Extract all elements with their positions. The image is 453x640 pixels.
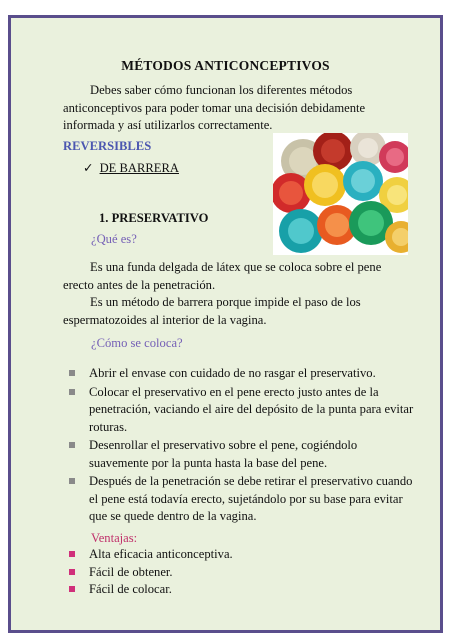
list-item: Desenrollar el preservativo sobre el pene, cogiéndolo suavemente por la punta hasta la base del pene. bbox=[63, 437, 418, 472]
definition-paragraphs bbox=[63, 259, 413, 329]
intro-paragraph: Debes saber cómo funcionan los diferentes métodos anticonceptivos para poder tomar una decisión debidamente informada y así utilizarlos correctamente. bbox=[63, 83, 366, 132]
ventajas-heading: Ventajas: bbox=[91, 531, 138, 545]
bullet-square-icon bbox=[69, 442, 75, 448]
bullet-square-icon bbox=[69, 551, 75, 557]
list-item: Alta eficacia anticonceptiva. bbox=[63, 546, 418, 564]
list-item: Fácil de colocar. bbox=[63, 581, 418, 599]
list-item: Abrir el envase con cuidado de no rasgar el preservativo. bbox=[63, 365, 418, 383]
bullet-square-icon bbox=[69, 586, 75, 592]
document-page bbox=[8, 15, 443, 633]
list-item: Fácil de obtener. bbox=[63, 564, 418, 582]
paragraph: Es una funda delgada de látex que se coloca sobre el pene erecto antes de la penetración. bbox=[63, 260, 382, 292]
ventajas-list bbox=[63, 546, 418, 599]
subheading-barrera bbox=[83, 160, 179, 176]
list-item: Después de la penetración se debe retirar el preservativo cuando el pene está todavía erecto, sujetándolo por su base para evitar que se quede dentro de la vagina. bbox=[63, 473, 418, 526]
list-item: Colocar el preservativo en el pene erecto justo antes de la penetración, vaciando el aire del depósito de la punta para evitar roturas. bbox=[63, 384, 418, 437]
steps-list bbox=[63, 365, 418, 527]
question-como-se-coloca: ¿Cómo se coloca? bbox=[91, 336, 183, 350]
checkmark-icon: ✓ bbox=[83, 161, 94, 175]
page-title: MÉTODOS ANTICONCEPTIVOS bbox=[121, 58, 330, 73]
heading-reversibles: REVERSIBLES bbox=[63, 139, 152, 153]
question-que-es: ¿Qué es? bbox=[91, 232, 137, 246]
bullet-square-icon bbox=[69, 569, 75, 575]
bullet-square-icon bbox=[69, 370, 75, 376]
bullet-square-icon bbox=[69, 478, 75, 484]
bullet-square-icon bbox=[69, 389, 75, 395]
condoms-photo bbox=[273, 133, 408, 255]
barrera-label: DE BARRERA bbox=[99, 161, 179, 175]
item-preservativo-heading: 1. PRESERVATIVO bbox=[99, 211, 209, 225]
paragraph: Es un método de barrera porque impide el paso de los espermatozoides al interior de la vagina. bbox=[63, 295, 361, 327]
